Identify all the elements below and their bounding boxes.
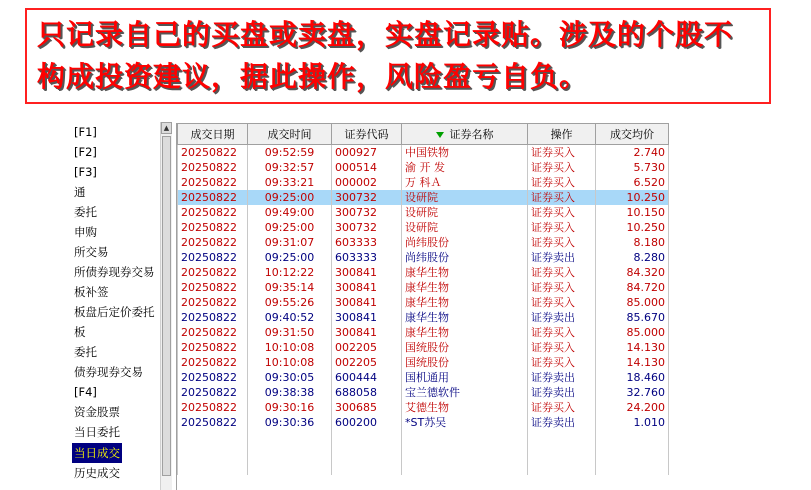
table-row[interactable] xyxy=(178,160,669,175)
cell-code: 000002 xyxy=(332,175,402,190)
cell-price: 85.670 xyxy=(596,310,669,325)
cell-op: 证券卖出 xyxy=(528,250,596,265)
table-row[interactable] xyxy=(178,400,669,415)
empty-cell xyxy=(332,430,402,445)
cell-time: 09:31:50 xyxy=(248,325,332,340)
cell-time: 09:38:38 xyxy=(248,385,332,400)
cell-price: 85.000 xyxy=(596,325,669,340)
table-row[interactable] xyxy=(178,325,669,340)
menu-item[interactable]: [F3] xyxy=(74,165,97,179)
cell-time: 09:55:26 xyxy=(248,295,332,310)
cell-price: 18.460 xyxy=(596,370,669,385)
cell-date: 20250822 xyxy=(178,175,248,190)
menu-item[interactable]: 所交易 xyxy=(74,245,109,259)
cell-code: 300685 xyxy=(332,400,402,415)
cell-code: 300732 xyxy=(332,220,402,235)
cell-name: 宝兰德软件 xyxy=(402,385,528,400)
table-row[interactable] xyxy=(178,190,669,205)
cell-date: 20250822 xyxy=(178,385,248,400)
cell-code: 300732 xyxy=(332,205,402,220)
cell-code: 000927 xyxy=(332,145,402,161)
empty-cell xyxy=(248,430,332,445)
empty-cell xyxy=(332,445,402,460)
cell-name: 设研院 xyxy=(402,220,528,235)
table-header-row xyxy=(178,124,669,145)
cell-code: 603333 xyxy=(332,250,402,265)
cell-time: 09:52:59 xyxy=(248,145,332,161)
cell-name: 康华生物 xyxy=(402,325,528,340)
empty-cell xyxy=(248,445,332,460)
cell-op: 证券买入 xyxy=(528,280,596,295)
cell-code: 300841 xyxy=(332,325,402,340)
trade-table xyxy=(177,123,669,475)
table-row[interactable] xyxy=(178,265,669,280)
disclaimer-text: 只记录自己的买盘或卖盘，实盘记录贴。涉及的个股不构成投资建议，据此操作，风险盈亏自负。 xyxy=(37,18,734,93)
cell-op: 证券卖出 xyxy=(528,370,596,385)
cell-price: 5.730 xyxy=(596,160,669,175)
col-header-code[interactable]: 证券代码 xyxy=(332,124,402,145)
col-header-name-label: 证券名称 xyxy=(449,128,494,141)
cell-code: 600200 xyxy=(332,415,402,430)
col-header-time[interactable]: 成交时间 xyxy=(248,124,332,145)
cell-time: 09:30:16 xyxy=(248,400,332,415)
cell-date: 20250822 xyxy=(178,355,248,370)
table-row[interactable] xyxy=(178,370,669,385)
cell-name: 万 科Ａ xyxy=(402,175,528,190)
table-row[interactable] xyxy=(178,280,669,295)
empty-cell xyxy=(248,460,332,475)
scroll-up-arrow-icon[interactable]: ▲ xyxy=(161,122,172,134)
cell-code: 300841 xyxy=(332,295,402,310)
trade-table-panel xyxy=(176,123,668,490)
cell-name: 设研院 xyxy=(402,205,528,220)
cell-code: 688058 xyxy=(332,385,402,400)
empty-cell xyxy=(596,430,669,445)
cell-op: 证券买入 xyxy=(528,160,596,175)
cell-time: 10:12:22 xyxy=(248,265,332,280)
cell-price: 14.130 xyxy=(596,340,669,355)
cell-price: 84.720 xyxy=(596,280,669,295)
cell-op: 证券买入 xyxy=(528,265,596,280)
table-row[interactable] xyxy=(178,355,669,370)
table-row[interactable] xyxy=(178,145,669,161)
cell-time: 09:35:14 xyxy=(248,280,332,295)
cell-date: 20250822 xyxy=(178,265,248,280)
table-row[interactable] xyxy=(178,295,669,310)
menu-item[interactable]: 所债券现券交易 xyxy=(74,265,155,279)
menu-item[interactable]: 资金股票 xyxy=(74,405,120,419)
table-row[interactable] xyxy=(178,415,669,430)
cell-name: 康华生物 xyxy=(402,295,528,310)
cell-price: 8.180 xyxy=(596,235,669,250)
empty-cell xyxy=(402,430,528,445)
cell-name: 中国铁物 xyxy=(402,145,528,161)
table-row[interactable] xyxy=(178,310,669,325)
cell-time: 09:31:07 xyxy=(248,235,332,250)
cell-price: 85.000 xyxy=(596,295,669,310)
cell-date: 20250822 xyxy=(178,400,248,415)
empty-row xyxy=(178,460,669,475)
cell-name: 国统股份 xyxy=(402,355,528,370)
cell-time: 09:33:21 xyxy=(248,175,332,190)
cell-date: 20250822 xyxy=(178,280,248,295)
function-menu xyxy=(72,122,172,490)
table-row[interactable] xyxy=(178,205,669,220)
cell-date: 20250822 xyxy=(178,250,248,265)
table-row[interactable] xyxy=(178,385,669,400)
cell-price: 14.130 xyxy=(596,355,669,370)
cell-name: 尚纬股份 xyxy=(402,250,528,265)
col-header-name[interactable] xyxy=(402,124,528,145)
cell-date: 20250822 xyxy=(178,310,248,325)
cell-date: 20250822 xyxy=(178,415,248,430)
empty-cell xyxy=(178,430,248,445)
cell-date: 20250822 xyxy=(178,220,248,235)
menu-item[interactable]: 委托 xyxy=(74,205,97,219)
cell-price: 6.520 xyxy=(596,175,669,190)
cell-name: 尚纬股份 xyxy=(402,235,528,250)
cell-date: 20250822 xyxy=(178,190,248,205)
cell-op: 证券卖出 xyxy=(528,415,596,430)
cell-name: 康华生物 xyxy=(402,265,528,280)
menu-item[interactable]: [F1] xyxy=(74,125,97,139)
cell-price: 2.740 xyxy=(596,145,669,161)
cell-date: 20250822 xyxy=(178,295,248,310)
cell-op: 证券买入 xyxy=(528,295,596,310)
cell-date: 20250822 xyxy=(178,235,248,250)
cell-op: 证券买入 xyxy=(528,205,596,220)
empty-cell xyxy=(528,445,596,460)
cell-time: 09:30:05 xyxy=(248,370,332,385)
cell-time: 09:25:00 xyxy=(248,250,332,265)
cell-price: 32.760 xyxy=(596,385,669,400)
cell-name: 康华生物 xyxy=(402,280,528,295)
cell-date: 20250822 xyxy=(178,205,248,220)
table-row[interactable] xyxy=(178,340,669,355)
menu-item[interactable]: 板补签 xyxy=(74,285,109,299)
cell-op: 证券买入 xyxy=(528,355,596,370)
cell-price: 10.150 xyxy=(596,205,669,220)
cell-time: 09:40:52 xyxy=(248,310,332,325)
cell-price: 10.250 xyxy=(596,190,669,205)
cell-name: 国机通用 xyxy=(402,370,528,385)
cell-date: 20250822 xyxy=(178,145,248,161)
disclaimer-banner xyxy=(25,8,771,104)
empty-cell xyxy=(402,460,528,475)
cell-op: 证券买入 xyxy=(528,340,596,355)
cell-op: 证券卖出 xyxy=(528,385,596,400)
empty-cell xyxy=(596,460,669,475)
cell-code: 000514 xyxy=(332,160,402,175)
empty-cell xyxy=(528,430,596,445)
cell-price: 10.250 xyxy=(596,220,669,235)
cell-price: 8.280 xyxy=(596,250,669,265)
cell-time: 09:49:00 xyxy=(248,205,332,220)
cell-code: 300841 xyxy=(332,265,402,280)
cell-code: 002205 xyxy=(332,340,402,355)
menu-item[interactable]: 历史成交 xyxy=(74,466,120,480)
cell-time: 09:32:57 xyxy=(248,160,332,175)
menu-scrollbar[interactable] xyxy=(160,122,172,490)
table-row[interactable] xyxy=(178,235,669,250)
empty-cell xyxy=(596,445,669,460)
cell-price: 84.320 xyxy=(596,265,669,280)
cell-op: 证券买入 xyxy=(528,235,596,250)
cell-name: 艾德生物 xyxy=(402,400,528,415)
cell-op: 证券买入 xyxy=(528,190,596,205)
table-row[interactable] xyxy=(178,250,669,265)
cell-code: 300732 xyxy=(332,190,402,205)
cell-op: 证券买入 xyxy=(528,175,596,190)
table-row[interactable] xyxy=(178,220,669,235)
menu-item[interactable]: 当日成交 xyxy=(72,443,122,463)
empty-cell xyxy=(178,445,248,460)
cell-name: 国统股份 xyxy=(402,340,528,355)
menu-item[interactable]: [F4] xyxy=(74,385,97,399)
cell-op: 证券买入 xyxy=(528,325,596,340)
menu-item[interactable]: 申购 xyxy=(74,225,97,239)
cell-code: 002205 xyxy=(332,355,402,370)
cell-op: 证券买入 xyxy=(528,220,596,235)
menu-item[interactable]: 当日委托 xyxy=(74,425,120,439)
cell-code: 603333 xyxy=(332,235,402,250)
cell-op: 证券买入 xyxy=(528,145,596,161)
cell-code: 300841 xyxy=(332,280,402,295)
empty-row xyxy=(178,430,669,445)
cell-date: 20250822 xyxy=(178,370,248,385)
col-header-date[interactable]: 成交日期 xyxy=(178,124,248,145)
empty-cell xyxy=(528,460,596,475)
cell-time: 10:10:08 xyxy=(248,355,332,370)
cell-op: 证券买入 xyxy=(528,400,596,415)
menu-item[interactable]: 委托 xyxy=(74,345,97,359)
empty-cell xyxy=(332,460,402,475)
cell-code: 600444 xyxy=(332,370,402,385)
sort-descending-icon xyxy=(436,132,444,138)
cell-date: 20250822 xyxy=(178,160,248,175)
cell-date: 20250822 xyxy=(178,325,248,340)
cell-name: *ST苏吴 xyxy=(402,415,528,430)
empty-cell xyxy=(178,460,248,475)
menu-item[interactable]: 板盘后定价委托 xyxy=(74,305,155,319)
col-header-price[interactable]: 成交均价 xyxy=(596,124,669,145)
cell-price: 24.200 xyxy=(596,400,669,415)
cell-time: 09:25:00 xyxy=(248,220,332,235)
menu-item[interactable]: 债券现券交易 xyxy=(74,365,143,379)
cell-op: 证券卖出 xyxy=(528,310,596,325)
cell-name: 设研院 xyxy=(402,190,528,205)
col-header-op[interactable]: 操作 xyxy=(528,124,596,145)
cell-time: 10:10:08 xyxy=(248,340,332,355)
menu-item[interactable]: 通 xyxy=(74,185,86,199)
empty-row xyxy=(178,445,669,460)
table-row[interactable] xyxy=(178,175,669,190)
cell-name: 渝 开 发 xyxy=(402,160,528,175)
cell-date: 20250822 xyxy=(178,340,248,355)
menu-item[interactable]: 板 xyxy=(74,325,86,339)
cell-time: 09:25:00 xyxy=(248,190,332,205)
cell-name: 康华生物 xyxy=(402,310,528,325)
cell-price: 1.010 xyxy=(596,415,669,430)
cell-code: 300841 xyxy=(332,310,402,325)
scrollbar-thumb[interactable] xyxy=(162,136,171,476)
empty-cell xyxy=(402,445,528,460)
cell-time: 09:30:36 xyxy=(248,415,332,430)
menu-item[interactable]: [F2] xyxy=(74,145,97,159)
